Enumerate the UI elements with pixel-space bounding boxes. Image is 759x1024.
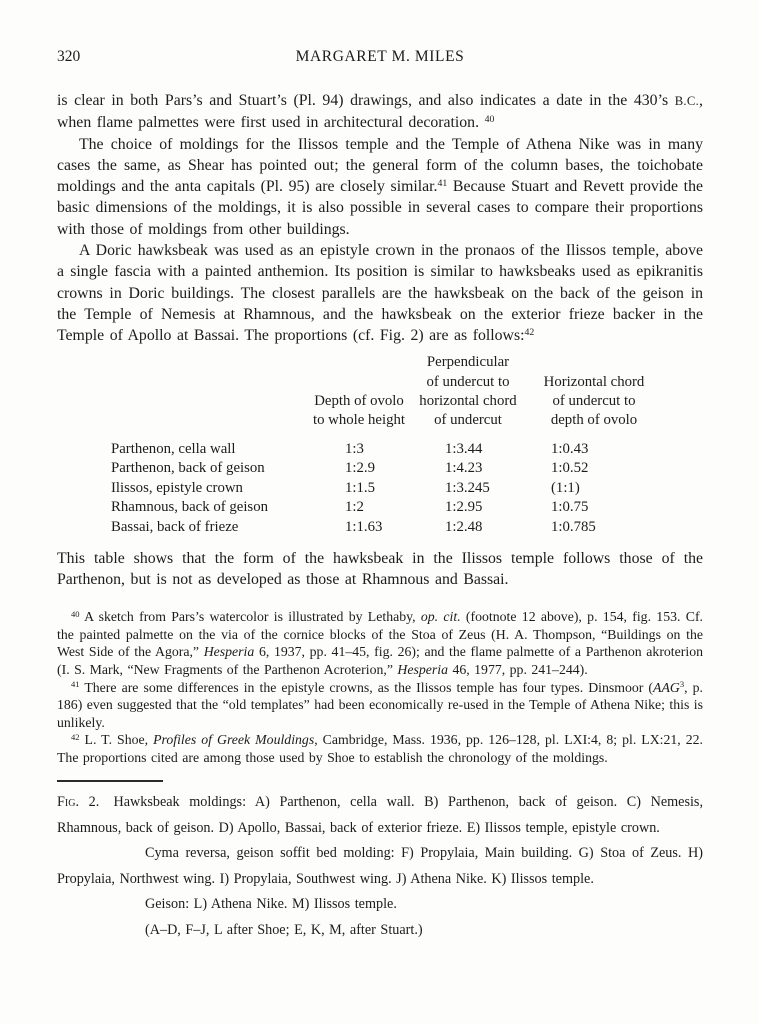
figure-caption-cyma-reversa: Cyma reversa, geison soffit bed molding: F) Propylaia, Main building. G) Stoa of Zeus. H) Propylaia, Northwest wing. I) Propylaia, Southwest wing. J) Athena Nike. K) Ilissos temple. bbox=[57, 845, 703, 887]
running-head: MARGARET M. MILES bbox=[295, 48, 465, 65]
footnotes bbox=[57, 608, 703, 766]
figure-caption-credits: (A–D, F–J, L after Shoe; E, K, M, after Stuart.) bbox=[145, 921, 423, 938]
cell-value: (1:1) bbox=[551, 479, 580, 496]
cell-value: 1:1.5 bbox=[345, 479, 376, 496]
cell-value: 1:2.95 bbox=[445, 499, 483, 516]
table-header-perpendicular-of-undercut: Perpendicular of undercut to horizontal chord of undercut bbox=[419, 354, 517, 429]
cell-value: 1:2 bbox=[345, 499, 364, 516]
cell-value: 1:2.9 bbox=[345, 460, 376, 477]
row-label: Bassai, back of frieze bbox=[111, 518, 239, 535]
footnote-41: $^{41}$ There are some differences in the epistyle crowns, as the Ilissos temple has four types. Dinsmoor (AAG$^3$, p. 186) even suggested that the “old templates” had been economically re-used in the Temple of Athena Nike; this is unlikely. bbox=[57, 679, 703, 730]
row-label: Ilissos, epistyle crown bbox=[111, 479, 243, 496]
table-header-row bbox=[111, 355, 651, 433]
table-row bbox=[111, 479, 651, 499]
footnote-42: $^{42}$ L. T. Shoe, Profiles of Greek Mouldings, Cambridge, Mass. 1936, pp. 126–128, pl. LXI:4, 8; pl. LX:21, 22. The proportions cited are among those used by Shoe to establish the chronology of the moldings. bbox=[57, 732, 703, 765]
figure-caption-hawksbeak: Fig. 2. Hawksbeak moldings: A) Parthenon, cella wall. B) Parthenon, back of geison. C) Nemesis, Rhamnous, back of geison. D) Apollo, Bassai, back of exterior frieze. E) Ilissos temple, epistyle crown. bbox=[57, 794, 703, 836]
separator-rule bbox=[57, 780, 163, 782]
page-header bbox=[57, 48, 703, 69]
cell-value: 1:4.23 bbox=[445, 460, 483, 477]
page-number: 320 bbox=[57, 48, 81, 65]
cell-value: 1:3.245 bbox=[445, 479, 490, 496]
body-paragraph-1: is clear in both Pars’s and Stuart’s (Pl. 94) drawings, and also indicates a date in the 430’s B.C., when flame palmettes were first used in architectural decoration. $^{40}$ bbox=[57, 92, 703, 132]
row-label: Parthenon, back of geison bbox=[111, 460, 265, 477]
body-paragraph-conclusion: This table shows that the form of the hawksbeak in the Ilissos temple follows those of the Parthenon, but is not as developed as those at Rhamnous and Bassai. bbox=[57, 549, 703, 588]
cell-value: 1:0.785 bbox=[551, 518, 596, 535]
table-header-horizontal-chord: Horizontal chord of undercut to depth of ovolo bbox=[543, 373, 645, 429]
cell-value: 1:3 bbox=[345, 440, 364, 457]
figure-caption-geison: Geison: L) Athena Nike. M) Ilissos temple. bbox=[145, 896, 397, 913]
figure-caption bbox=[57, 790, 703, 943]
cell-value: 1:0.75 bbox=[551, 499, 589, 516]
cell-value: 1:3.44 bbox=[445, 440, 483, 457]
cell-value: 1:0.43 bbox=[551, 440, 589, 457]
table-header-depth-of-ovolo: Depth of ovolo to whole height bbox=[312, 392, 406, 429]
table-body bbox=[111, 440, 651, 538]
row-label: Parthenon, cella wall bbox=[111, 440, 236, 457]
cell-value: 1:0.52 bbox=[551, 460, 589, 477]
cell-value: 1:1.63 bbox=[345, 518, 383, 535]
table-row bbox=[111, 459, 651, 479]
table-row bbox=[111, 518, 651, 538]
row-label: Rhamnous, back of geison bbox=[111, 499, 268, 516]
body-paragraph-3: A Doric hawksbeak was used as an epistyle crown in the pronaos of the Ilissos temple, above a single fascia with a painted anthemion. Its position is similar to hawksbeaks used as epikranitis crowns in Doric buildings. The closest parallels are the hawksbeak on the back of the geison in the Temple of Nemesis at Rhamnous, and the hawksbeak on the exterior frieze backer in the Temple of Apollo at Bassai. The proportions (cf. Fig. 2) are as follows:$^{42}$ bbox=[57, 242, 703, 345]
cell-value: 1:2.48 bbox=[445, 518, 483, 535]
footnote-40: $^{40}$ A sketch from Pars’s watercolor is illustrated by Lethaby, op. cit. (footnote 12 above), p. 154, fig. 153. Cf. the painted palmette on the via of the cornice blocks of the Stoa of Zeus (H. A. Thompson, “Buildings on the West Side of the Agora,” Hesperia 6, 1937, pp. 41–45, fig. 26); and the flame palmette of a Parthenon akroterion (I. S. Mark, “New Fragments of the Parthenon Acroterion,” Hesperia 46, 1977, pp. 241–244). bbox=[57, 608, 703, 677]
proportions-table bbox=[111, 355, 651, 538]
table-row bbox=[111, 440, 651, 460]
body-paragraph-2: The choice of moldings for the Ilissos temple and the Temple of Athena Nike was in many cases the same, as Shear has pointed out; the general form of the column bases, the toichobate moldings and the anta capitals (Pl. 95) are closely similar.$^{41}$ Because Stuart and Revett provide the basic dimensions of the moldings, it is also possible in several cases to compare their proportions with those of moldings from other buildings. bbox=[57, 135, 703, 238]
body-text bbox=[57, 90, 703, 347]
table-row bbox=[111, 498, 651, 518]
